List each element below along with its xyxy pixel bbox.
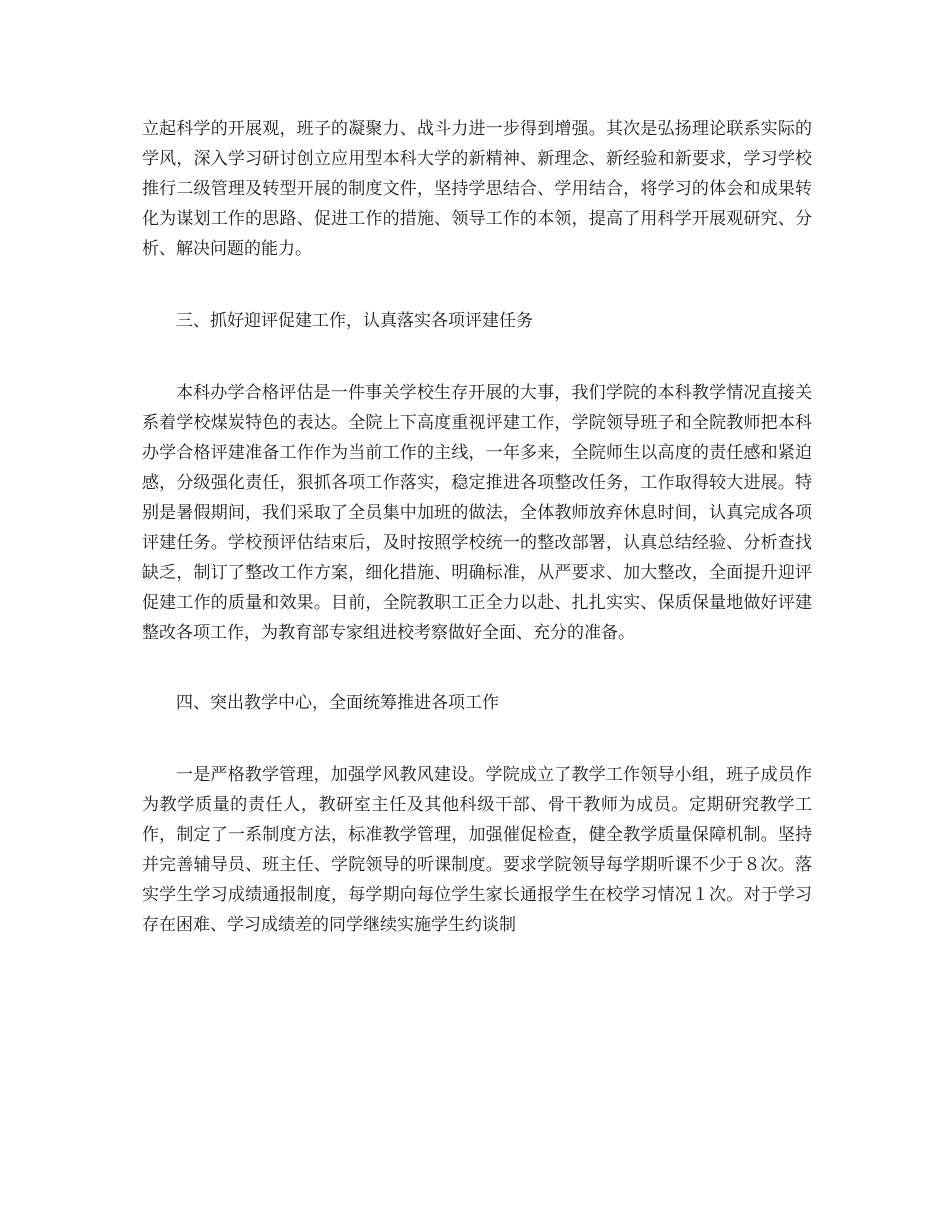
section-3-paragraph: 本科办学合格评估是一件事关学校生存开展的大事，我们学院的本科教学情况直接关系着学校煤炭特色的表达。全院上下高度重视评建工作，学院领导班子和全院教师把本科办学合格评建准备工作作为当前工作的主线，一年多来，全院师生以高度的责任感和紧迫感，分级强化责任，狠抓各项工作落实，稳定推进各项整改任务，工作取得较大进展。特别是暑假期间，我们采取了全员集中加班的做法，全体教师放弃休息时间，认真完成各项评建任务。学校预评估结束后，及时按照学校统一的整改部署，认真总结经验、分析查找缺乏，制订了整改工作方案，细化措施、明确标准，从严要求、加大整改，全面提升迎评促建工作的质量和效果。目前，全院教职工正全力以赴、扎扎实实、保质保量地做好评建整改各项工作，为教育部专家组进校考察做好全面、充分的准备。: [142, 383, 812, 643]
section-spacer: [142, 718, 812, 760]
document-body: [142, 114, 812, 940]
section-spacer: [142, 336, 812, 378]
section-4-paragraph: 一是严格教学管理，加强学风教风建设。学院成立了教学工作领导小组，班子成员作为教学质量的责任人，教研室主任及其他科级干部、骨干教师为成员。定期研究教学工作，制定了一系制度方法，标准教学管理，加强催促检查，健全教学质量保障机制。坚持并完善辅导员、班主任、学院领导的听课制度。要求学院领导每学期听课不少于８次。落实学生学习成绩通报制度，每学期向每位学生家长通报学生在校学习情况１次。对于学习存在困难、学习成绩差的同学继续实施学生约谈制: [142, 765, 812, 935]
section-spacer: [142, 264, 812, 306]
section-heading-4: 四、突出教学中心，全面统筹推进各项工作: [176, 693, 499, 713]
section-spacer: [142, 648, 812, 688]
section-heading-3: 三、抓好迎评促建工作，认真落实各项评建任务: [176, 311, 533, 331]
paragraph-continuation: 立起科学的开展观，班子的凝聚力、战斗力进一步得到增强。其次是弘扬理论联系实际的学风，深入学习研讨创立应用型本科大学的新精神、新理念、新经验和新要求，学习学校推行二级管理及转型开展的制度文件，坚持学思结合、学用结合，将学习的体会和成果转化为谋划工作的思路、促进工作的措施、领导工作的本领，提高了用科学开展观研究、分析、解决问题的能力。: [142, 119, 812, 259]
